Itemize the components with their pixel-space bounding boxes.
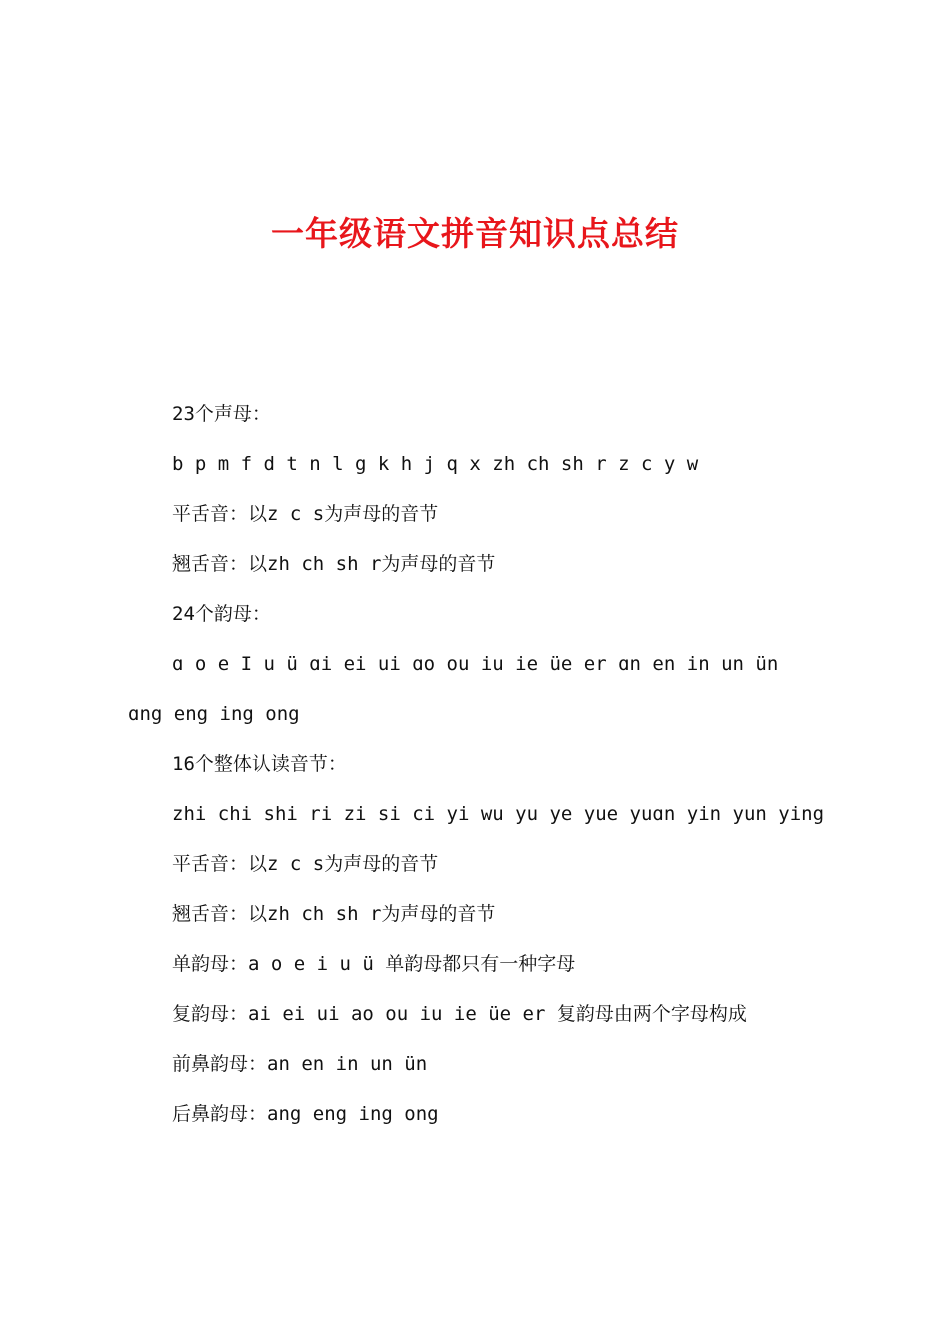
flat-tongue-note: 平舌音：以z c s为声母的音节 (172, 503, 439, 525)
front-nasal-finals: 前鼻韵母：an en in un ün (172, 1053, 428, 1075)
retroflex-note-2: 翘舌音：以zh ch sh r为声母的音节 (172, 903, 496, 925)
simple-finals: 单韵母：a o e i u ü 单韵母都只有一种字母 (172, 953, 576, 975)
flat-tongue-note-2: 平舌音：以z c s为声母的音节 (172, 853, 439, 875)
finals-list: ɑ o e I u ü ɑi ei ui ɑo ou iu ie üe er ɑn en in un ün (172, 653, 779, 675)
whole-syllables-list: zhi chi shi ri zi si ci yi wu yu ye yue yuɑn yin yun ying (172, 803, 825, 825)
finals-heading: 24个韵母： (172, 603, 271, 625)
whole-syllables-heading: 16个整体认读音节： (172, 753, 347, 775)
document-body (128, 392, 848, 1142)
initials-heading: 23个声母： (172, 403, 271, 425)
retroflex-note: 翘舌音：以zh ch sh r为声母的音节 (172, 553, 496, 575)
finals-list-continued: ɑng eng ing ong (128, 703, 300, 725)
compound-finals: 复韵母：ai ei ui ao ou iu ie üe er 复韵母由两个字母构成 (172, 1003, 747, 1025)
document-title: 一年级语文拼音知识点总结 (271, 214, 679, 253)
initials-list: b p m f d t n l g k h j q x zh ch sh r z c y w (172, 453, 699, 475)
back-nasal-finals: 后鼻韵母：ang eng ing ong (172, 1103, 439, 1125)
